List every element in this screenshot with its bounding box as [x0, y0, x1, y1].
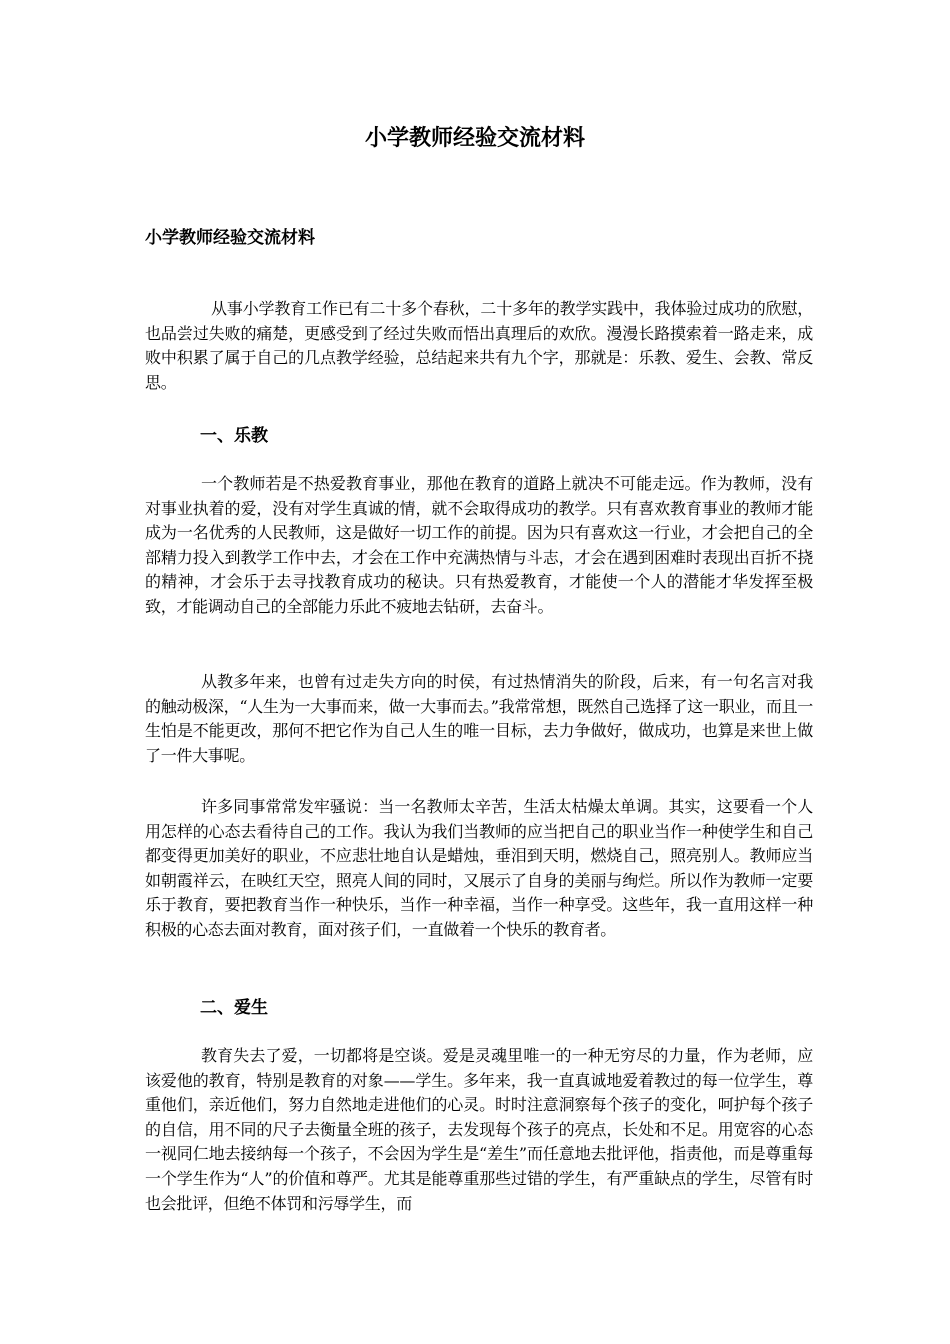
section-1-paragraph-3: 许多同事常常发牢骚说：当一名教师太辛苦，生活太枯燥太单调。其实，这要看一个人用怎样的心态去看待自己的工作。我认为我们当教师的应当把自己的职业当作一种使学生和自己都变得更加美好的职业，不应悲壮地自认是蜡烛，垂泪到天明，燃烧自己，照亮别人。教师应当如朝霞祥云，在映红天空，照亮人间的同时，又展示了自身的美丽与绚烂。所以作为教师一定要乐于教育，要把教育当作一种快乐，当作一种幸福，当作一种享受。这些年，我一直用这样一种积极的心态去面对教育，面对孩子们，一直做着一个快乐的教育者。: [145, 797, 813, 939]
document-subtitle: 小学教师经验交流材料: [145, 228, 315, 248]
intro-paragraph: 从事小学教育工作已有二十多个春秋，二十多年的教学实践中，我体验过成功的欣慰，也品尝过失败的痛楚，更感受到了经过失败而悟出真理后的欢欣。漫漫长路摸索着一路走来，成败中积累了属于自己的几点教学经验，总结起来共有九个字，那就是：乐教、爱生、会教、常反思。: [145, 299, 813, 392]
section-1-paragraph-1: 一个教师若是不热爱教育事业，那他在教育的道路上就决不可能走远。作为教师，没有对事业执着的爱，没有对学生真诚的情，就不会取得成功的教学。只有喜欢教育事业的教师才能成为一名优秀的人民教师，这是做好一切工作的前提。因为只有喜欢这一行业，才会把自己的全部精力投入到教学工作中去，才会在工作中充满热情与斗志，才会在遇到困难时表现出百折不挠的精神，才会乐于去寻找教育成功的秘诀。只有热爱教育，才能使一个人的潜能才华发挥至极致，才能调动自己的全部能力乐此不疲地去钻研，去奋斗。: [145, 474, 813, 616]
section-1-paragraph-2: 从教多年来，也曾有过走失方向的时侯，有过热情消失的阶段，后来，有一句名言对我的触动极深，“人生为一大事而来，做一大事而去。”我常常想，既然自己选择了这一职业，而且一生怕是不能更改，那何不把它作为自己人生的唯一目标，去力争做好，做成功，也算是来世上做了一件大事呢。: [145, 672, 813, 765]
section-2-paragraph-1: 教育失去了爱，一切都将是空谈。爱是灵魂里唯一的一种无穷尽的力量，作为老师，应该爱他的教育，特别是教育的对象——学生。多年来，我一直真诚地爱着教过的每一位学生，尊重他们，亲近他们，努力自然地走进他们的心灵。时时注意洞察每个孩子的变化，呵护每个孩子的自信，用不同的尺子去衡量全班的孩子，去发现每个孩子的亮点，长处和不足。用宽容的心态一视同仁地去接纳每一个孩子，不会因为学生是“差生”而任意地去批评他，指责他，而是尊重每一个学生作为“人”的价值和尊严。尤其是能尊重那些过错的学生，有严重缺点的学生，尽管有时也会批评，但绝不体罚和污辱学生，而: [145, 1046, 813, 1213]
document-title: 小学教师经验交流材料: [364, 125, 585, 151]
section-heading-1: 一、乐教: [200, 426, 268, 446]
section-heading-2: 二、爱生: [200, 998, 268, 1018]
